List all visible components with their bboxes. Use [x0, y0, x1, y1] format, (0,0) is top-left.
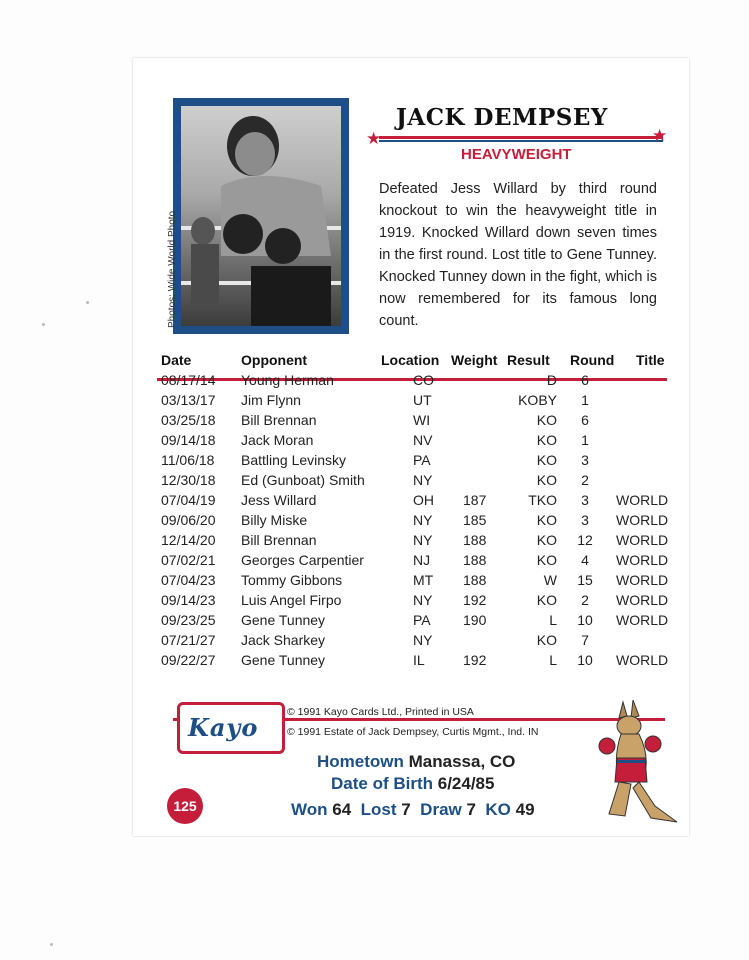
- card-number-badge: 125: [167, 788, 203, 824]
- col-header-round: Round: [570, 352, 615, 368]
- table-row: [161, 592, 671, 612]
- cell-round: 6: [581, 412, 589, 428]
- won-label: Won: [291, 800, 328, 819]
- cell-location: CO: [413, 372, 434, 388]
- cell-result: W: [543, 572, 557, 588]
- cell-weight: 185: [463, 512, 487, 528]
- table-row: [161, 532, 671, 552]
- cell-opponent: Luis Angel Firpo: [241, 592, 342, 608]
- kayo-logo: [177, 702, 285, 754]
- player-name: JACK DEMPSEY: [396, 104, 608, 131]
- cell-opponent: Georges Carpentier: [241, 552, 364, 568]
- cell-location: NY: [413, 472, 433, 488]
- cell-weight: 188: [463, 572, 487, 588]
- cell-opponent: Jess Willard: [241, 492, 317, 508]
- paper-speck: [50, 943, 53, 946]
- table-row: [161, 392, 671, 412]
- table-row: [161, 652, 671, 672]
- cell-weight: 188: [463, 532, 487, 548]
- cell-date: 09/14/18: [161, 432, 216, 448]
- cell-location: NJ: [413, 552, 431, 568]
- draw-value: 7: [466, 800, 476, 819]
- weight-division: HEAVYWEIGHT: [461, 146, 572, 163]
- cell-opponent: Jim Flynn: [241, 392, 301, 408]
- ko-value: 49: [515, 800, 535, 819]
- player-bio: Defeated Jess Willard by third round knockout to win the heavyweight title in 1919. Knocked Willard down seven times in the first round. Lost title to Gene Tunney. Knocked Tunney down in the fight, which is now remembered for its famous long count.: [379, 181, 657, 329]
- cell-result: KO: [536, 592, 557, 608]
- cell-location: OH: [413, 492, 434, 508]
- table-row: [161, 412, 671, 432]
- cell-title: WORLD: [616, 512, 669, 528]
- name-underline-blue: [379, 140, 663, 142]
- cell-opponent: Bill Brennan: [241, 532, 317, 548]
- cell-result: KO: [536, 532, 557, 548]
- trading-card-back: [133, 58, 689, 836]
- hometown-value: Manassa, CO: [408, 752, 516, 771]
- cell-round: 1: [581, 392, 589, 408]
- photo-credit: Photos: Wide World Photo: [167, 210, 178, 328]
- table-row: [161, 612, 671, 632]
- cell-location: MT: [413, 572, 434, 588]
- cell-date: 07/04/23: [161, 572, 216, 588]
- cell-title: WORLD: [616, 532, 669, 548]
- col-header-result: Result: [507, 352, 550, 368]
- cell-date: 11/06/18: [161, 452, 215, 468]
- cell-result: KO: [536, 512, 557, 528]
- cell-opponent: Gene Tunney: [241, 652, 326, 668]
- cell-round: 3: [581, 452, 589, 468]
- table-row: [161, 512, 671, 532]
- cell-opponent: Bill Brennan: [241, 412, 317, 428]
- record-line: [291, 800, 535, 820]
- cell-round: 7: [581, 632, 589, 648]
- cell-location: NY: [413, 632, 433, 648]
- table-row: [161, 372, 671, 392]
- cell-date: 07/04/19: [161, 492, 216, 508]
- paper-speck: [86, 301, 89, 304]
- cell-location: NY: [413, 512, 433, 528]
- cell-opponent: Battling Levinsky: [241, 452, 347, 468]
- cell-round: 3: [581, 492, 589, 508]
- cell-date: 07/02/21: [161, 552, 216, 568]
- cell-title: WORLD: [616, 592, 669, 608]
- cell-date: 03/25/18: [161, 412, 216, 428]
- cell-opponent: Billy Miske: [241, 512, 308, 528]
- table-row: [161, 432, 671, 452]
- cell-location: WI: [413, 412, 431, 428]
- boxing-kangaroo-mascot: [593, 698, 683, 828]
- won-value: 64: [332, 800, 352, 819]
- cell-title: WORLD: [616, 552, 669, 568]
- cell-result: KO: [536, 552, 557, 568]
- cell-date: 07/21/27: [161, 632, 216, 648]
- player-photo: [181, 106, 341, 326]
- star-icon: ★: [366, 129, 382, 148]
- cell-location: IL: [413, 652, 425, 668]
- cell-weight: 192: [463, 652, 487, 668]
- ko-label: KO: [485, 800, 511, 819]
- cell-opponent: Gene Tunney: [241, 612, 326, 628]
- draw-label: Draw: [420, 800, 462, 819]
- cell-location: NY: [413, 592, 433, 608]
- name-underline-red: [379, 136, 663, 139]
- cell-result: KO: [536, 632, 557, 648]
- cell-title: WORLD: [616, 652, 669, 668]
- cell-location: NY: [413, 532, 433, 548]
- cell-weight: 190: [463, 612, 487, 628]
- cell-round: 15: [577, 572, 593, 588]
- cell-location: PA: [413, 452, 431, 468]
- dob-line: [331, 774, 494, 794]
- cell-result: KO: [536, 452, 557, 468]
- lost-label: Lost: [360, 800, 397, 819]
- cell-date: 12/30/18: [161, 472, 216, 488]
- cell-title: WORLD: [616, 612, 669, 628]
- cell-date: 12/14/20: [161, 532, 216, 548]
- cell-opponent: Ed (Gunboat) Smith: [241, 472, 365, 488]
- cell-round: 6: [581, 372, 589, 388]
- dob-label: Date of Birth: [331, 774, 433, 793]
- cell-opponent: Young Herman: [241, 372, 334, 388]
- cell-weight: 188: [463, 552, 487, 568]
- cell-location: NV: [413, 432, 433, 448]
- player-photo-frame: [173, 98, 349, 334]
- col-header-opponent: Opponent: [241, 352, 308, 368]
- star-icon: ★: [652, 126, 668, 145]
- table-row: [161, 452, 671, 472]
- cell-date: 03/13/17: [161, 392, 216, 408]
- col-header-date: Date: [161, 352, 192, 368]
- col-header-location: Location: [381, 352, 440, 368]
- cell-date: 08/17/14: [161, 372, 216, 388]
- cell-result: KOBY: [518, 392, 557, 408]
- table-row: [161, 492, 671, 512]
- cell-title: WORLD: [616, 492, 669, 508]
- cell-round: 10: [577, 612, 593, 628]
- cell-result: D: [546, 372, 557, 388]
- table-row: [161, 472, 671, 492]
- cell-weight: 192: [463, 592, 487, 608]
- cell-date: 09/22/27: [161, 652, 216, 668]
- cell-title: WORLD: [616, 572, 669, 588]
- cell-opponent: Jack Sharkey: [241, 632, 326, 648]
- cell-opponent: Tommy Gibbons: [241, 572, 343, 588]
- hometown-line: [317, 752, 515, 772]
- cell-result: L: [549, 612, 557, 628]
- lost-value: 7: [401, 800, 411, 819]
- cell-round: 4: [581, 552, 589, 568]
- cell-result: KO: [536, 412, 557, 428]
- table-row: [161, 552, 671, 572]
- cell-date: 09/23/25: [161, 612, 216, 628]
- table-row: [161, 572, 671, 592]
- col-header-weight: Weight: [451, 352, 498, 368]
- logo-wordmark: Kayo: [188, 713, 259, 742]
- copyright-line-2: © 1991 Estate of Jack Dempsey, Curtis Mgmt., Ind. IN: [287, 726, 539, 738]
- cell-location: UT: [413, 392, 432, 408]
- cell-opponent: Jack Moran: [241, 432, 314, 448]
- cell-result: TKO: [528, 492, 557, 508]
- cell-date: 09/06/20: [161, 512, 216, 528]
- col-header-title: Title: [636, 352, 665, 368]
- cell-round: 2: [581, 472, 589, 488]
- paper-speck: [42, 323, 45, 326]
- cell-round: 12: [577, 532, 593, 548]
- copyright-line-1: © 1991 Kayo Cards Ltd., Printed in USA: [287, 706, 474, 718]
- cell-location: PA: [413, 612, 431, 628]
- cell-round: 3: [581, 512, 589, 528]
- cell-result: KO: [536, 472, 557, 488]
- cell-round: 1: [581, 432, 589, 448]
- cell-weight: 187: [463, 492, 487, 508]
- dob-value: 6/24/85: [437, 774, 495, 793]
- table-row: [161, 632, 671, 652]
- cell-result: KO: [536, 432, 557, 448]
- cell-date: 09/14/23: [161, 592, 216, 608]
- cell-round: 10: [577, 652, 593, 668]
- cell-round: 2: [581, 592, 589, 608]
- hometown-label: Hometown: [317, 752, 404, 771]
- cell-result: L: [549, 652, 557, 668]
